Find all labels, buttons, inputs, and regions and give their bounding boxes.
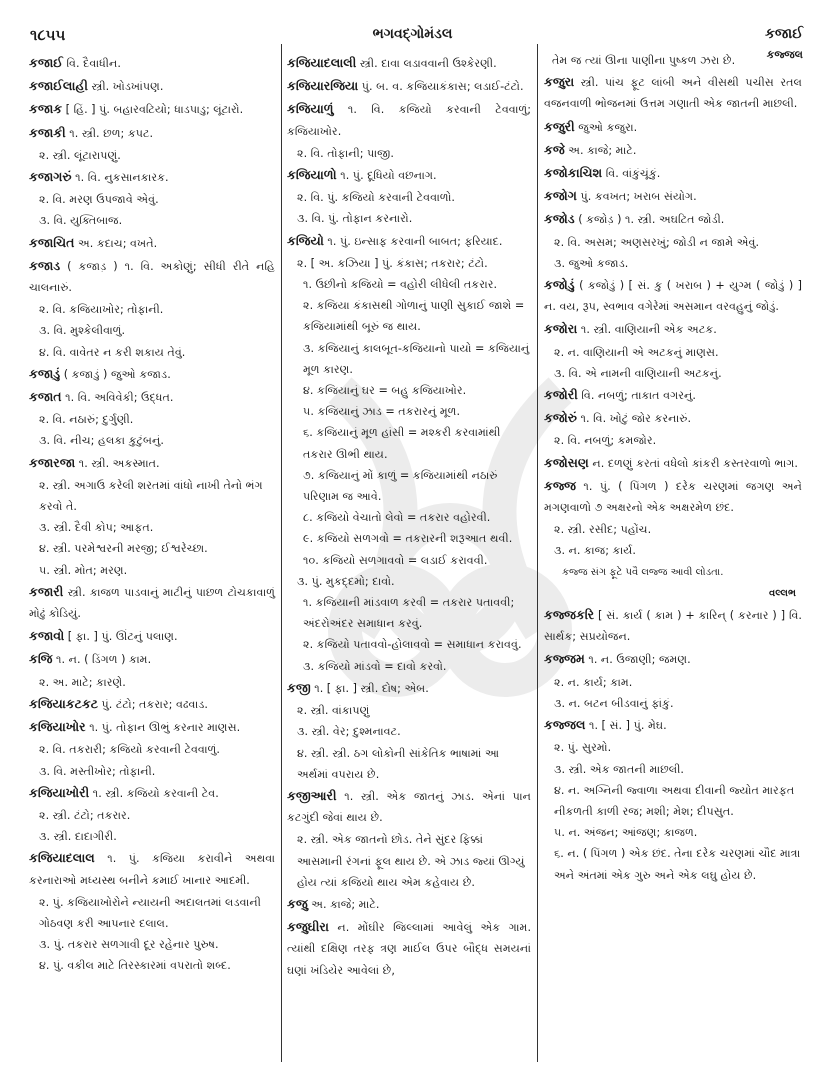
headword: કજોરું (544, 410, 577, 426)
definition: ૧. પું. તોફાન ઊભું કરનાર માણસ. (85, 721, 241, 735)
headword: કજિયો (287, 232, 324, 248)
dictionary-entry (29, 363, 275, 385)
definition: ૧. પું. ઇન્સાફ કરવાની બાબત; ફરિયાદ. (323, 234, 503, 248)
sense-line: ૩. ન. બટન બીડવાનું ફાંકું. (554, 696, 674, 710)
quote-attribution: વલ્લભ (769, 587, 796, 599)
sense-line: ૫. સ્ત્રી. મોત; મરણ. (39, 563, 128, 577)
dictionary-entry (287, 52, 531, 74)
sense-line: તેમ જ ત્યાં ઊના પાણીના પુષ્કળ ઝરા છે. (552, 54, 736, 67)
sense-line: ૨. સ્ત્રી. અગાઉ કરેલી શરતમાં વાંધો નાખી તેનો ભંગ કરવો તે. (39, 478, 263, 514)
headword: કજાડ (29, 257, 61, 273)
definition: ૧. સ્ત્રી. વાણિયાની એક અટક. (577, 323, 717, 337)
sense-line: ૭. કજિયાનું મોં કાળું = કજિયામાંથી નઠારું પરિણામ જ આવે. (303, 468, 498, 504)
sense-line: ૨. સ્ત્રી. રસીદ; પહોંચ. (554, 523, 652, 537)
headword: કજિયાળો (287, 167, 337, 183)
headword: કજોરી (544, 387, 578, 403)
definition: પું. ટંટો; તકરાર; વઢવાડ. (97, 697, 208, 711)
example-quote: કજ્જ સંગ ફૂટે પવૈ લજ્જ આવી લોડતા. (562, 566, 724, 578)
sense-line: ૨. [ અ. કઝિયા ] પું. કંકાસ; તકરાર; ટંટો. (297, 256, 488, 270)
sense-line: ૧. કજિયાની માંડવાળ કરવી = તકરાર પતાવવી; અંદરોઅંદર સમાધાન કરવું. (303, 596, 515, 631)
sense-line: ૩. વિ. એ નામની વાણિયાની અટકનું. (554, 366, 722, 380)
headword: કજિયાદલાલી (287, 55, 357, 70)
sense-line: ૪. કજિયાનું ઘર = બહુ કજિયાખોર. (303, 384, 467, 398)
sense-line: ૩. કજિયો માંડવો = દાવો કરવો. (303, 659, 447, 673)
dictionary-entry (544, 162, 802, 184)
sense-line: ૨. કજિયો પતાવવો-હોલાવવો = સમાધાન કરાવવું. (303, 638, 522, 652)
headword: કજાક (29, 101, 63, 117)
dictionary-entry (29, 122, 275, 144)
sense-line: ૨. પું. સુરમો. (554, 741, 612, 755)
dictionary-entry (287, 893, 531, 915)
sense-line: ૪. સ્ત્રી. પરમેશ્વરની મરજી; ઈશ્વરેચ્છા. (39, 542, 208, 556)
sense-line: ૨. પું. કજિયાખોરોને ન્યાયની અદાલતમાં લડવાની ગોઠવણ કરી આપનાર દલાલ. (39, 895, 261, 930)
definition: ૧. વિ. કજિયો કરવાની ટેવવાળું; કજિયાખોર. (287, 103, 531, 138)
sense-line: ૨. વિ. તકરારી; કજિયો કરવાની ટેવવાળું. (39, 743, 220, 757)
dictionary-entry (544, 452, 802, 474)
headword: કજી (287, 679, 311, 695)
dictionary-entry (29, 255, 275, 298)
dictionary-entry (29, 232, 275, 254)
sense-line: ૪. વિ. વાવેતર ન કરી શકાય તેવું. (39, 345, 186, 359)
sense-line: ૨. વિ. નબળું; કમજોર. (554, 434, 657, 448)
headword: કજુ (287, 895, 308, 911)
headword: કજાગરું (29, 169, 72, 185)
headword: કજુરા (544, 74, 575, 90)
guide-word-first: કજાઈ (765, 26, 803, 42)
definition: ૧. પું. કજિયા કરાવીને અથવા કરનારાઓ મધ્યસ્થ બનીને કમાઈ ખાનાર આદમી. (29, 852, 275, 887)
sense-line: ૩. પું. મુકદ્દમો; દાવો. (297, 574, 395, 588)
dictionary-entry (29, 648, 275, 670)
headword: કજીઆરી (287, 787, 337, 803)
headword: કજારજા (29, 454, 76, 470)
definition: જુઓ કજુરા. (574, 120, 638, 134)
definition: ૧. સ્ત્રી. કજિયો કરવાની ટેવ. (89, 786, 219, 800)
sense-line: ૩. વિ. મુશ્કેલીવાળું. (39, 324, 126, 338)
headword: કજોસણ (544, 454, 589, 470)
definition: [ સં. કાર્ય ( કામ ) + કારિન્ ( કરનાર ) ] વિ. સાર્થક; સપ્રયોજન. (544, 609, 802, 644)
definition: ( કજાડું ) જુઓ કજાડ. (60, 367, 171, 381)
definition: અ. કાજે; માટે. (564, 143, 637, 157)
dictionary-entry (287, 164, 531, 186)
definition: સ્ત્રી. પાંચ ફૂટ લાંબી અને વીસથી પચીસ રતલ વજનવાળી ભોજનમાં ઉત્તમ ગણાતી એક જાતની માછલી. (544, 76, 802, 111)
definition: ૧. વિ. નુકસાનકારક. (71, 171, 169, 185)
dictionary-entry (544, 604, 802, 647)
dictionary-entry (29, 847, 275, 890)
headword: કજોરા (544, 321, 578, 337)
dictionary-entry (287, 75, 531, 97)
headword: કજિયાખોરી (29, 784, 90, 800)
sense-line: ૨. સ્ત્રી. લૂંટારાપણું. (39, 148, 121, 162)
headword: કજ્જમ (544, 651, 585, 667)
sense-line: ૪. ન. અગ્નિની જ્વાળા અથવા દીવાની જ્યોત મારફત નીકળતી કાળી રજ; મશી; મેશ; દીપસુત. (554, 783, 795, 818)
sense-line: ૨. વિ. તોફાની; પાજી. (297, 146, 394, 160)
dictionary-entry (29, 581, 275, 624)
headword: કજાવો (29, 628, 65, 644)
definition: વિ. દૈવાધીન. (62, 57, 121, 70)
dictionary-entry (287, 916, 531, 981)
definition: ૧. ન. ઉજાણી; જમણ. (584, 653, 691, 667)
dictionary-entry (287, 98, 531, 141)
page-number: ૧૮૫૫ (30, 26, 66, 44)
column-2 (287, 52, 531, 982)
dictionary-entry (544, 407, 802, 429)
dictionary-entry (544, 116, 802, 138)
dictionary-entry (544, 318, 802, 340)
dictionary-entry (544, 185, 802, 207)
sense-line: ૨. સ્ત્રી. એક જાતનો છોડ. તેને સુંદર ફિક્કાં આસમાની રંગનાં ફૂલ થાય છે. એ ઝાડ જ્યાં ઊગ્યું હોય ત્યાં કજિયો થાય એમ કહેવાય છે. (297, 833, 525, 889)
headword: કજાચિત (29, 234, 75, 250)
sense-line: ૬. ન. ( પિંગળ ) એક છંદ. તેના દરેક ચરણમાં ચૌદ માત્રા અને અંતમાં એક ગુરુ અને એક લઘુ હોય છે. (554, 847, 801, 882)
headword: કજિયાકટકટ (29, 695, 98, 711)
sense-line: ૯. કજિયો સળગવો = તકરારની શરૂઆત થવી. (303, 532, 513, 546)
sense-line: ૩. જુઓ કજાડ. (554, 256, 629, 270)
column-divider (537, 44, 538, 1062)
definition: વિ. નબળું; તાકાત વગરનું. (577, 389, 696, 403)
dictionary-entry (29, 166, 275, 188)
dictionary-entry (544, 475, 802, 518)
definition: પું. કવખત; ખરાબ સંયોગ. (576, 190, 697, 204)
definition: ૧. ન. ( ડિંગળ ) કામ. (52, 653, 152, 667)
headword: કજ્જલ (544, 717, 586, 733)
definition: ( કજોડ઼ ) ૧. સ્ત્રી. અઘટિત જોડી. (574, 213, 725, 227)
dictionary-entry (29, 52, 275, 74)
dictionary-entry (544, 71, 802, 114)
definition: સ્ત્રી. કાજળ પાડવાનું માટીનું પાછળ ટોચકાવાળું મોઢું કોડિયું. (29, 585, 275, 621)
headword: કજોકાચિશ (544, 165, 603, 181)
definition: ૧. સ્ત્રી. એક જાતનું ઝાડ. એનાં પાન કટગુંદી જેવાં થાય છે. (287, 789, 531, 825)
definition: ( કજોડું ) [ સં. કુ ( ખરાબ ) + યુગ્મ ( જોડું ) ] ન. વય, રૂપ, સ્વભાવ વગેરેમાં અસમાન વરવહુનું જોડું. (544, 279, 802, 314)
dictionary-entry (29, 386, 275, 408)
definition: સ્ત્રી. ખોડખાંપણ. (87, 80, 164, 94)
sense-line: ૩. સ્ત્રી. દૈવી કોપ; આફત. (39, 521, 154, 535)
definition: ૧. પું. દૂધિયો વછનાગ. (336, 169, 437, 183)
sense-line: ૧૦. કજિયો સળગાવવો = લડાઈ કરાવવી. (303, 553, 488, 567)
sense-line: ૨. ન. વાણિયાની એ અટકનું માણસ. (554, 345, 719, 359)
headword: કજાઈ (29, 55, 63, 70)
sense-line: ૩. સ્ત્રી. એક જાતની માછલી. (554, 762, 684, 776)
definition: ૧. [ સં. ] પું. મેઘ. (585, 719, 667, 733)
sense-line: ૨. વિ. અસમ; અણસરખું; જોડી ન જામે એવું. (554, 235, 760, 249)
definition: અ. કદાચ; વખતે. (74, 236, 158, 250)
definition: [ ફા. ] પું. ઊંટનું પલાણ. (64, 630, 178, 644)
sense-line: ૩. વિ. પું. તોફાન કરનારો. (297, 212, 413, 226)
sense-line: ૨. કજિયા કંકાસથી ગોળાનું પાણી સુકાઈ જાશે = કજિયામાંથી બૂરું જ થાય. (303, 299, 525, 334)
sense-line: ૫. ન. અંજન; આંજણ; કાજળ. (554, 826, 698, 840)
sense-line: ૨. ન. કાર્ય; કામ. (554, 675, 633, 689)
sense-line: ૫. કજિયાનું ઝાડ = તકરારનું મૂળ. (303, 405, 461, 419)
sense-line: ૮. કજિયો વેચાતો લેવો = તકરાર વહોરવી. (303, 511, 491, 525)
running-title: ભગવદ્ગોમંડલ (372, 26, 453, 42)
definition: ન. દળણું કરતાં વધેલો કાંકરી કસ્તરવાળો ભાગ. (588, 456, 798, 470)
definition: ૧. પું. ( પિંગળ ) દરેક ચરણમાં જગણ અને મગણવાળો ૭ અક્ષરનો એક અક્ષરમેળ છંદ. (544, 479, 802, 515)
definition: ન. મોંઘીર જિલ્લામાં આવેલું એક ગામ. ત્યાંથી દક્ષિણ તરફ ત્રણ માઈલ ઉપર બૌદ્ધ સમયનાં ઘણાં ખંડિયેર આવેલાં છે, (287, 921, 531, 977)
dictionary-entry (544, 648, 802, 670)
sense-line: ૩. કજિયાનું કાલબૂત-કજિયાનો પાયો = કજિયાનું મૂળ કારણ. (303, 341, 530, 376)
dictionary-entry (287, 785, 531, 828)
dictionary-entry (29, 452, 275, 474)
dictionary-entry (287, 677, 531, 699)
headword: કજ્જ (544, 477, 576, 493)
headword: કજિયાદલાલ (29, 850, 95, 866)
guide-word-last: કજ્જલ (766, 48, 803, 61)
definition: ૧. સ્ત્રી. છળ; કપટ. (65, 126, 154, 140)
headword: કજે (544, 141, 565, 157)
sense-line: ૩. સ્ત્રી. દાદાગીરી. (39, 830, 117, 844)
definition: ૧. વિ. ખોટું જોર કરનારું. (576, 412, 692, 426)
sense-line: ૨. અ. માટે; કારણે. (39, 675, 126, 689)
headword: કજ્જકરિ (544, 607, 595, 623)
dictionary-entry (29, 716, 275, 738)
sense-line: ૪. પું. વકીલ માટે તિરસ્કારમાં વપરાતો શબ્દ. (39, 959, 231, 973)
sense-line: ૩. ન. કાજ; કાર્ય. (554, 544, 636, 558)
dictionary-entry (544, 139, 802, 161)
sense-line: ૩. વિ. મસ્તીખોર; તોફાની. (39, 764, 156, 778)
sense-line: ૨. વિ. કજિયાખોર; તોફાની. (39, 303, 164, 317)
headword: કજાકી (29, 124, 66, 140)
headword: કજોડ (544, 211, 575, 227)
dictionary-entry (29, 98, 275, 120)
dictionary-entry (544, 714, 802, 736)
headword: કજોગ (544, 188, 577, 204)
sense-line: ૩. વિ. નીચ; હલકા કુટુંબનું. (39, 434, 164, 448)
definition: વિ. વાંકુંચૂંકું. (602, 167, 661, 181)
definition: ૧. [ ફા. ] સ્ત્રી. દોષ; એબ. (310, 681, 429, 695)
column-3 (544, 50, 802, 886)
headword: કજિયારજિયા (287, 78, 359, 94)
sense-line: ૬. કજિયાનું મૂળ હાંસી = મશ્કરી કરવામાંથી તકરાર ઊભી થાય. (303, 426, 501, 461)
headword: કજોડું (544, 277, 575, 293)
definition: સ્ત્રી. દાવા લડાવવાની ઉશ્કેરણી. (356, 57, 497, 70)
sense-line: ૨. સ્ત્રી. વાંકાપણું (297, 704, 370, 718)
headword: કજુઘીરા (287, 919, 329, 935)
sense-line: ૨. સ્ત્રી. ટંટો; તકરાર. (39, 808, 131, 822)
dictionary-entry (544, 208, 802, 230)
headword: કજાઈલાહી (29, 78, 88, 94)
headword: કજિયાળું (287, 101, 334, 117)
definition: [ હિં. ] પું. બહારવટિયો; ધાડપાડુ; લૂંટારો. (62, 103, 244, 117)
sense-line: ૨. વિ. પું. કજિયો કરવાની ટેવવાળો. (297, 191, 455, 205)
sense-line: ૨. વિ. મરણ ઉપજાવે એવું. (39, 193, 159, 207)
sense-line: ૨. વિ. નઠારું; દુર્ગુણી. (39, 413, 134, 427)
headword: કજાડું (29, 365, 61, 381)
headword: કજારી (29, 583, 64, 599)
dictionary-entry (544, 384, 802, 406)
definition: અ. કાજે; માટે. (307, 897, 380, 911)
definition: ૧. વિ. અવિવેકી; ઉદ્ધત. (61, 391, 174, 405)
dictionary-entry (29, 75, 275, 97)
definition: ( કજાડ઼ ) ૧. વિ. અકોણું; સીધી રીતે નહિ ચાલનારું. (29, 259, 275, 295)
dictionary-entry (29, 625, 275, 647)
column-1 (29, 52, 275, 977)
definition: ૧. સ્ત્રી. અકસ્માત. (75, 456, 160, 470)
headword: કજુરી (544, 118, 575, 134)
sense-line: ૩. વિ. યુક્તિબાજ. (39, 214, 123, 228)
sense-line: ૪. સ્ત્રી. સ્ત્રી. ઠગ લોકોની સાંકેતિક ભાષામાં આ અર્થમાં વપરાય છે. (297, 746, 500, 781)
sense-line: ૧. ઉછીનો કજિયો = વહોરી લીધેલી તકરાર. (303, 278, 498, 292)
headword: કજાત (29, 389, 62, 405)
headword: કજિ (29, 651, 53, 667)
dictionary-entry (29, 782, 275, 804)
definition: પું. બ. વ. કજિયાકંકાસ; લડાઈ-ટંટો. (358, 80, 524, 94)
column-divider (281, 44, 282, 1062)
dictionary-entry (287, 230, 531, 252)
dictionary-entry (544, 274, 802, 317)
dictionary-entry (29, 693, 275, 715)
headword: કજિયાખોર (29, 719, 86, 735)
sense-line: ૩. પું. તકરાર સળગાવી દૂર રહેનાર પુરુષ. (39, 938, 219, 952)
sense-line: ૩. સ્ત્રી. વેર; દુશ્મનાવટ. (297, 725, 401, 739)
